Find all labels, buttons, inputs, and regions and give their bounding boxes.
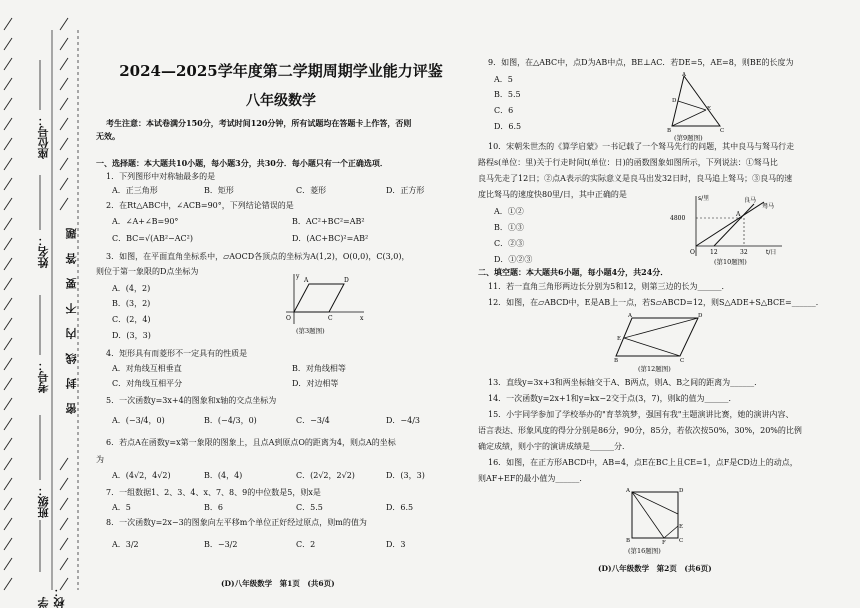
q6-option-d: D．(3，3) bbox=[386, 471, 425, 480]
seal-char: 线 bbox=[65, 353, 78, 364]
svg-text:D: D bbox=[672, 98, 677, 104]
svg-text:C: C bbox=[679, 538, 684, 544]
q10-stem: 度比驽马的速度快80里/日，其中正确的是 bbox=[478, 190, 627, 199]
svg-text:O: O bbox=[286, 315, 291, 322]
svg-text:A: A bbox=[682, 72, 686, 78]
q5-option-d: D．−4/3 bbox=[386, 416, 420, 425]
q2-option-c: C．BC=√(AB²−AC²) bbox=[112, 234, 193, 243]
q10-option-b: B．①③ bbox=[494, 223, 524, 232]
q9-stem: 9．如图，在△ABC中，点D为AB中点，BE⊥AC．若DE=5，AE=8，则BE的长度为 bbox=[488, 58, 794, 67]
q5-option-b: B．(−4/3，0) bbox=[204, 416, 257, 425]
name-label: 姓名： bbox=[37, 235, 50, 268]
svg-text:C: C bbox=[328, 315, 333, 322]
q1-option-b: B．矩形 bbox=[204, 186, 234, 195]
q16-figure bbox=[624, 486, 684, 544]
svg-text:C: C bbox=[720, 128, 725, 134]
q7-option-b: B．6 bbox=[204, 503, 223, 512]
seal-char: 内 bbox=[65, 328, 78, 339]
q16-caption: (第16题图) bbox=[628, 547, 661, 555]
q3-stem: 则位于第一象限的D点坐标为 bbox=[96, 267, 199, 276]
exam-title: 2024—2025学年度第二学期周期学业能力评鉴 bbox=[119, 62, 443, 80]
q8-option-a: A．3/2 bbox=[112, 540, 139, 549]
q6-option-b: B．(4，4) bbox=[204, 471, 243, 480]
svg-text:F: F bbox=[662, 540, 666, 544]
q12-figure bbox=[614, 312, 704, 362]
q3-option-c: C．(2，4) bbox=[112, 315, 151, 324]
q6-option-c: C．(2√2，2√2) bbox=[296, 471, 355, 480]
q1-stem: 1．下列图形中对称轴最多的是 bbox=[106, 172, 216, 181]
q12-caption: (第12题图) bbox=[638, 365, 671, 373]
q10-line-label: 良马 bbox=[744, 197, 757, 204]
seat-number-label: 座位号： bbox=[37, 115, 50, 159]
q15-stem: 确定成绩，则小宇的演讲成绩是______分． bbox=[478, 442, 630, 451]
class-label: 班级： bbox=[37, 485, 50, 518]
q10-x-tick: 32 bbox=[740, 249, 748, 256]
section1-heading: 一、选择题：本大题共10小题，每小题3分，共30分．每小题只有一个正确选项． bbox=[96, 158, 388, 168]
svg-text:A: A bbox=[304, 277, 309, 284]
q9-caption: (第9题图) bbox=[674, 134, 703, 142]
q2-stem: 2．在Rt△ABC中，∠ACB=90°，下列结论错误的是 bbox=[106, 201, 294, 210]
right-column bbox=[478, 0, 850, 608]
seal-char: 封 bbox=[65, 378, 78, 389]
q3-stem: 3．如图，在平面直角坐标系中，▱AOCD各顶点的坐标为A(1,2)，O(0,0)，C(3,0)， bbox=[106, 252, 410, 261]
q8-stem: 8．一次函数y=2x−3的图象向左平移m个单位正好经过原点，则m的值为 bbox=[106, 518, 367, 527]
q10-x-axis-label: t/日 bbox=[766, 249, 777, 256]
svg-text:D: D bbox=[344, 277, 349, 284]
q5-stem: 5．一次函数y=3x+4的图象和x轴的交点坐标为 bbox=[106, 396, 277, 405]
svg-text:A: A bbox=[626, 488, 630, 494]
svg-text:B: B bbox=[667, 128, 672, 134]
q2-option-b: B．AC²+BC²=AB² bbox=[292, 217, 365, 226]
seal-char: 题 bbox=[65, 228, 78, 239]
q6-stem: 6．若点A在函数y=x第一象限的图象上，且点A到原点O的距离为4，则点A的坐标 bbox=[106, 438, 396, 447]
exam-number-label: 考号： bbox=[37, 360, 50, 393]
q6-stem: 为 bbox=[96, 455, 104, 464]
q12-text: 12．如图，在▱ABCD中，E是AB上一点，若S▱ABCD=12，则S△ADE+S△BCE=______． bbox=[488, 298, 824, 307]
binding-strip bbox=[0, 0, 86, 608]
q3-figure bbox=[276, 272, 366, 327]
left-column bbox=[96, 0, 466, 608]
q10-x-tick: 12 bbox=[710, 249, 718, 256]
q2-option-a: A．∠A+∠B=90° bbox=[112, 217, 179, 226]
svg-text:x: x bbox=[360, 315, 364, 322]
q10-option-a: A．①② bbox=[494, 207, 524, 216]
q8-option-c: C．2 bbox=[296, 540, 316, 549]
svg-text:E: E bbox=[679, 524, 684, 530]
q7-option-d: D．6.5 bbox=[386, 503, 414, 512]
q4-option-d: D．对边相等 bbox=[292, 379, 339, 388]
svg-text:y: y bbox=[296, 273, 300, 280]
q8-option-d: D．3 bbox=[386, 540, 406, 549]
q10-option-d: D．①②③ bbox=[494, 255, 533, 264]
seal-char: 要 bbox=[65, 278, 78, 289]
q10-point-a: A bbox=[736, 211, 741, 218]
q9-option-b: B．5.5 bbox=[494, 90, 521, 99]
q3-caption: (第3题图) bbox=[296, 327, 325, 335]
q16-stem: 16．如图，在正方形ABCD中，AB=4，点E在BC上且CE=1，点F是CD边上的动点， bbox=[488, 458, 798, 467]
q13-text: 13．直线y=3x+3和两坐标轴交于A、B两点，则A、B之间的距离为______． bbox=[488, 378, 763, 387]
q14-text: 14．一次函数y=2x+1和y=kx−2交于点(3，7)，则k的值为______． bbox=[488, 394, 737, 403]
svg-text:C: C bbox=[680, 358, 685, 362]
q10-y-tick: 4800 bbox=[670, 215, 686, 222]
q10-origin: O bbox=[690, 249, 695, 256]
q8-option-b: B．−3/2 bbox=[204, 540, 238, 549]
svg-text:E: E bbox=[617, 336, 622, 342]
q4-stem: 4．矩形具有而菱形不一定具有的性质是 bbox=[106, 349, 248, 358]
q10-stem: 10．宋朝朱世杰的《算学启蒙》一书记载了一个驽马先行的问题，其中良马与驽马行走 bbox=[488, 142, 795, 151]
q4-option-c: C．对角线互相平分 bbox=[112, 379, 183, 388]
q11-text: 11．若一直角三角形两边长分别为5和12，则第三边的长为______． bbox=[488, 282, 730, 291]
q10-y-axis-label: s/里 bbox=[698, 195, 710, 202]
q10-caption: (第10题图) bbox=[714, 258, 747, 266]
q3-option-a: A．(4，2) bbox=[112, 284, 151, 293]
svg-text:B: B bbox=[614, 358, 619, 362]
seal-char: 密 bbox=[65, 403, 78, 414]
svg-text:D: D bbox=[679, 488, 684, 494]
q5-option-c: C．−3/4 bbox=[296, 416, 330, 425]
q1-option-c: C．菱形 bbox=[296, 186, 327, 195]
q7-option-c: C．5.5 bbox=[296, 503, 323, 512]
q15-stem: 语言表达、形象风度的得分分别是86分，90分，85分，若依次按50%，30%，20%的比例 bbox=[478, 426, 802, 435]
q10-stem: 路程s(单位：里)关于行走时间t(单位：日)的函数图象如图所示，下列说法：①驽马比 bbox=[478, 158, 778, 167]
q1-option-a: A．正三角形 bbox=[112, 186, 158, 195]
q2-option-d: D．(AC+BC)²=AB² bbox=[292, 234, 369, 243]
q16-stem: 则AF+EF的最小值为______． bbox=[478, 474, 588, 483]
seal-char: 不 bbox=[65, 303, 78, 314]
page-footer-left: (D)八年级数学 第1页 (共6页) bbox=[221, 579, 335, 588]
q4-option-a: A．对角线互相垂直 bbox=[112, 364, 182, 373]
svg-text:A: A bbox=[628, 313, 632, 319]
q3-option-b: B．(3，2) bbox=[112, 299, 151, 308]
q7-option-a: A．5 bbox=[112, 503, 131, 512]
q3-option-d: D．(3，3) bbox=[112, 331, 151, 340]
exam-subject: 八年级数学 bbox=[246, 93, 316, 109]
q9-option-d: D．6.5 bbox=[494, 122, 522, 131]
school-label: 学校： bbox=[37, 586, 66, 608]
notice-line: 考生注意：本试卷满分150分，考试时间120分钟，所有试题均在答题卡上作答，否则 bbox=[106, 118, 412, 128]
q10-stem: 良马先走了12日；②点A表示的实际意义是良马出发32日时，良马追上驽马；③良马的速 bbox=[478, 174, 793, 183]
q10-option-c: C．②③ bbox=[494, 239, 525, 248]
q7-stem: 7．一组数据1、2、3、4、x、7、8、9的中位数是5，则x是 bbox=[106, 488, 321, 497]
q10-graph bbox=[666, 192, 786, 260]
q9-option-c: C．6 bbox=[494, 106, 514, 115]
q10-line-label: 驽马 bbox=[762, 203, 775, 210]
q4-option-b: B．对角线相等 bbox=[292, 364, 346, 373]
q1-option-d: D．正方形 bbox=[386, 186, 425, 195]
q15-stem: 15．小宇同学参加了学校举办的"育莘筑梦，强国有我"主题演讲比赛，她的演讲内容、 bbox=[488, 410, 794, 419]
svg-text:D: D bbox=[698, 313, 703, 319]
page-footer-right: (D)八年级数学 第2页 (共6页) bbox=[598, 564, 712, 573]
section2-heading: 二、填空题：本大题共6小题，每小题4分，共24分． bbox=[478, 267, 669, 277]
q9-option-a: A．5 bbox=[494, 75, 513, 84]
svg-text:E: E bbox=[707, 106, 712, 112]
seal-char: 答 bbox=[65, 253, 78, 264]
q6-option-a: A．(4√2，4√2) bbox=[112, 471, 171, 480]
svg-text:B: B bbox=[626, 538, 631, 544]
q5-option-a: A．(−3/4，0) bbox=[112, 416, 165, 425]
q9-figure bbox=[666, 72, 726, 134]
notice-line: 无效。 bbox=[96, 131, 120, 141]
